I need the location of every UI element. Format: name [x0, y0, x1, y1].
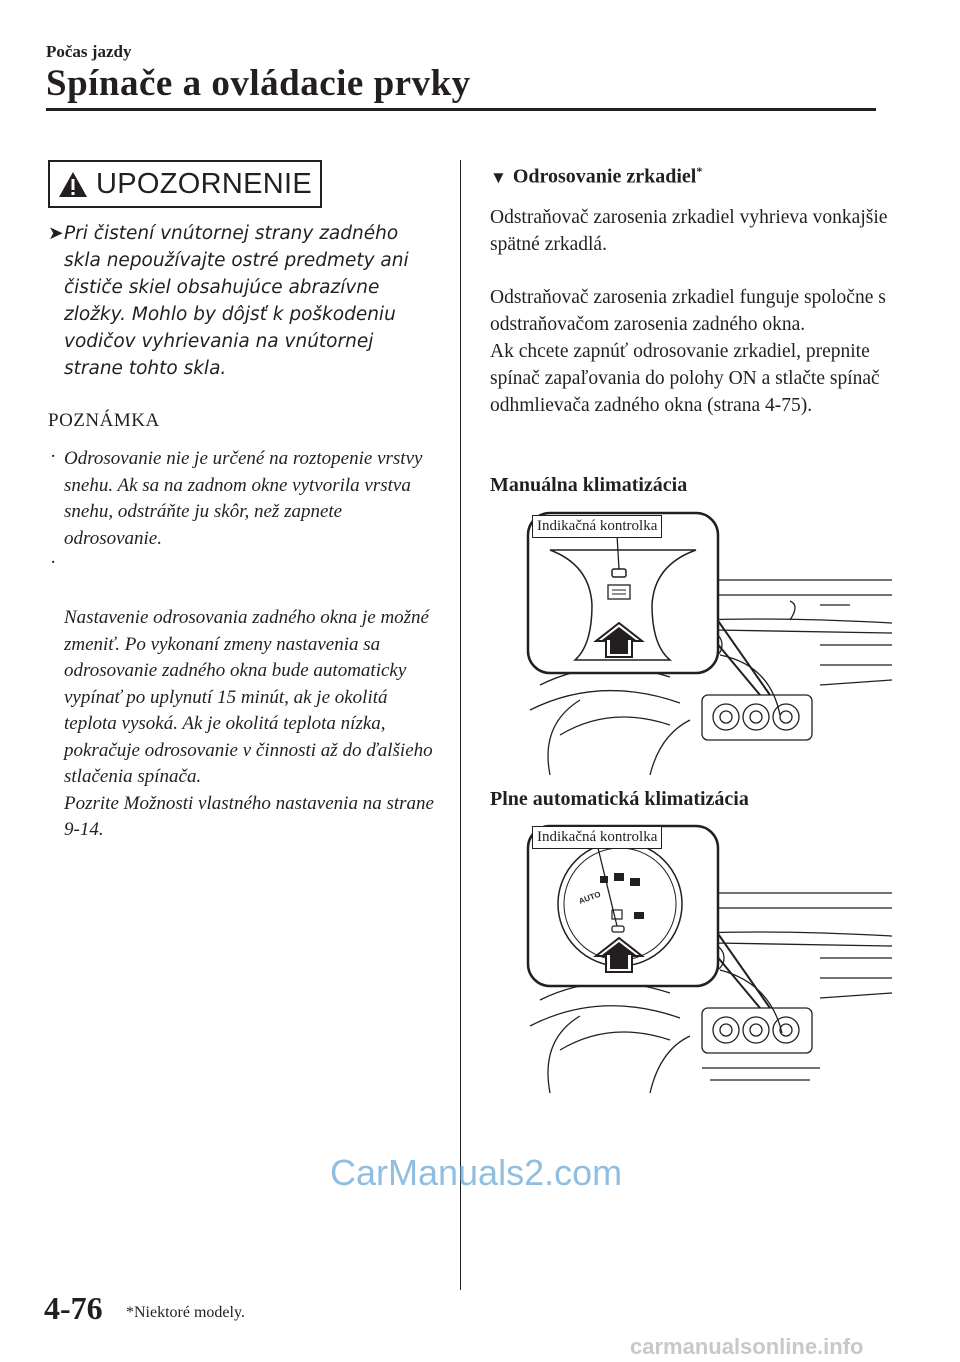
warning-label: UPOZORNENIE	[96, 167, 312, 200]
page-number: 4-76	[44, 1290, 103, 1326]
footnote: *Niektoré modely.	[126, 1304, 245, 1321]
dashboard-illustration	[520, 505, 892, 780]
indicator-label: Indikačná kontrolka	[532, 515, 662, 538]
figure-manual-climate	[520, 505, 892, 780]
note-item-text: Odrosovanie nie je určené na roztopenie vrstvy snehu. Ak sa na zadnom okne vytvorila vrstva snehu, odstráňte ju skôr, než zapnete odrosovanie.	[64, 448, 423, 549]
source-watermark: carmanualsonline.info	[630, 1334, 864, 1359]
page-title: Spínače a ovládacie prvky	[46, 63, 471, 104]
arrow-bullet-icon: ➤	[48, 223, 64, 244]
watermark: CarManuals2.com	[330, 1152, 623, 1193]
note-item	[48, 446, 440, 552]
section-name: Počas jazdy	[46, 42, 132, 61]
bullet-icon: ·	[50, 446, 57, 467]
subsection-heading: ▼ Odrosovanie zrkadiel*	[490, 164, 703, 188]
figure-1-title: Manuálna klimatizácia	[490, 474, 688, 496]
header-rule	[46, 108, 876, 111]
note-item	[48, 552, 440, 844]
note-heading: POZNÁMKA	[48, 410, 160, 431]
note-item-text: Nastavenie odrosovania zadného okna je možné zmeniť. Po vykonaní zmeny nastavenia sa odrosovanie zadného okna bude automaticky vypínať po uplynutí 15 minút, ak je okolitá teplota vysoká. Ak je okolitá teplota nízka, pokračuje odrosovanie v činnosti až do ďalšieho stlačenia spínača. Pozrite Možnosti vlastného nastavenia na strane 9-14.	[64, 607, 434, 840]
column-divider	[460, 160, 461, 1290]
warning-box	[48, 160, 322, 208]
bullet-icon: ·	[50, 552, 57, 573]
triangle-down-icon: ▼	[490, 167, 507, 187]
warning-text: Pri čistení vnútornej strany zadného skla nepoužívajte ostré predmety ani čističe skiel obsahujúce abrazívne zložky. Mohlo by dôjsť k poškodeniu vodičov vyhrievania na vnútornej strane tohto skla.	[64, 223, 409, 379]
warning-triangle-icon	[58, 171, 88, 198]
paragraph-1: Odstraňovač zarosenia zrkadiel vyhrieva vonkajšie spätné zrkadlá.	[490, 207, 888, 255]
figure-auto-climate	[520, 818, 892, 1098]
paragraph-2: Odstraňovač zarosenia zrkadiel funguje spoločne s odstraňovačom zarosenia zadného okna. Ak chcete zapnúť odrosovanie zrkadiel, prepnite spínač zapaľovania do polohy ON a stlačte spínač odhmlievača zadného okna (strana 4-75).	[490, 287, 886, 416]
indicator-label: Indikačná kontrolka	[532, 826, 662, 849]
svg-text:AUTO: AUTO	[577, 889, 602, 906]
note-list	[48, 446, 440, 844]
dashboard-illustration	[520, 818, 892, 1098]
figure-2-title: Plne automatická klimatizácia	[490, 788, 749, 810]
warning-text-block	[48, 220, 438, 382]
